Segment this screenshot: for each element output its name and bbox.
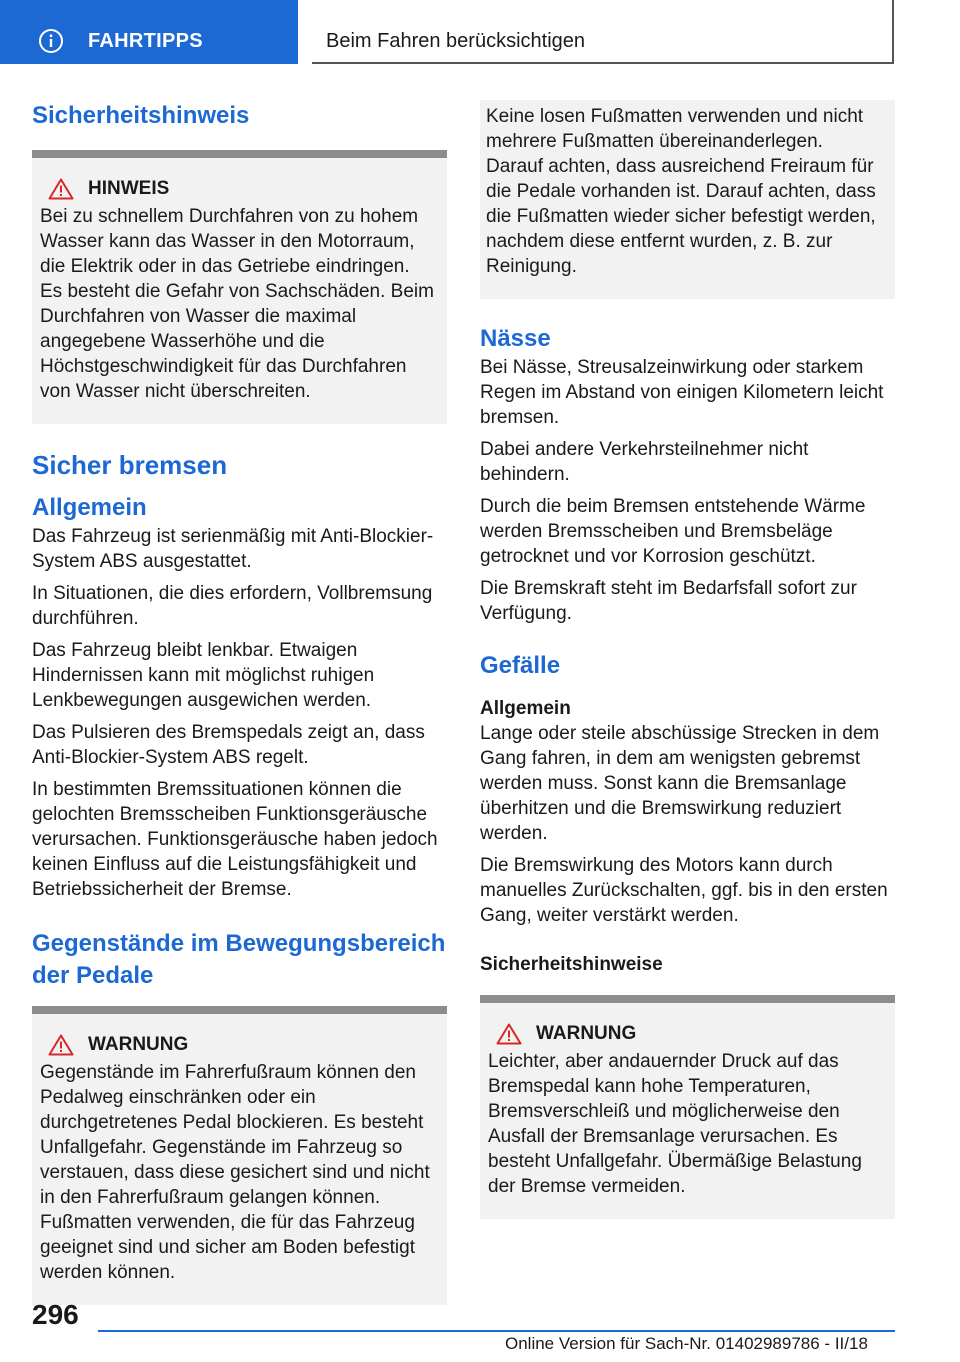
notice-label: WARNUNG bbox=[88, 1034, 189, 1055]
notice-continued bbox=[480, 100, 895, 299]
paragraph: Das Pulsieren des Bremspedals zeigt an, dass Anti-Blockier-System ABS regelt. bbox=[32, 722, 425, 768]
heading-slope: Gefälle bbox=[480, 652, 561, 679]
notice-warnung bbox=[32, 1006, 447, 1305]
heading-safety-notice: Sicherheitshinweis bbox=[32, 102, 250, 129]
heading-wet: Nässe bbox=[480, 325, 551, 352]
paragraph: In bestimmten Bremssituationen können die gelochten Bremsscheiben Funktionsgeräusche verursachen. Funktionsgeräusche haben jedoch keinen Einfluss auf die Leistungsfähigkeit und Betriebssicherheit der Bremse. bbox=[32, 779, 438, 900]
notice-hinweis bbox=[32, 150, 447, 424]
section-label: FAHRTIPPS bbox=[88, 30, 203, 52]
paragraph: In Situationen, die dies erfordern, Vollbremsung durchführen. bbox=[32, 583, 433, 629]
heading-pedal-objects: Gegenstände im Bewegungsbereich der Pedale bbox=[32, 930, 446, 989]
right-column bbox=[480, 100, 895, 1219]
notice-warnung-brake bbox=[480, 995, 895, 1219]
notice-label: WARNUNG bbox=[536, 1023, 637, 1044]
paragraph: Die Bremswirkung des Motors kann durch manuelles Zurückschalten, ggf. bis in den ersten Gang, weiter verstärkt werden. bbox=[480, 855, 888, 926]
chapter-title: Beim Fahren berücksichtigen bbox=[326, 30, 586, 52]
page-number: 296 bbox=[32, 1299, 79, 1330]
chapter-header bbox=[312, 0, 894, 64]
heading-safe-braking: Sicher bremsen bbox=[32, 450, 228, 480]
notice-text: Leichter, aber andauernder Druck auf das Bremspedal kann hohe Temperaturen, Bremsverschleiß und möglicherweise den Ausfall der Bremsanlage verursachen. Es besteht Unfallgefahr. Übermäßige Belastung der Bremse vermeiden. bbox=[488, 1051, 862, 1197]
notice-text: Keine losen Fußmatten verwenden und nicht mehrere Fußmatten übereinanderlegen. Darauf achten, dass ausreichend Freiraum für die Pedale vorhanden ist. Darauf achten, dass die Fußmatten wieder sicher befestigt werden, nachdem diese entfernt wurden, z. B. zur Reinigung. bbox=[486, 106, 876, 277]
paragraph: Das Fahrzeug bleibt lenkbar. Etwaigen Hindernissen kann mit möglichst ruhigen Lenkbewegungen ausgewichen werden. bbox=[32, 640, 375, 711]
info-icon bbox=[38, 28, 64, 54]
paragraph: Das Fahrzeug ist serienmäßig mit Anti-Blockier-System ABS ausgestattet. bbox=[32, 526, 434, 572]
heading-general: Allgemein bbox=[32, 494, 147, 521]
footer-online-version: Online Version für Sach-Nr. 01402989786 - II/18 bbox=[505, 1334, 868, 1353]
notice-text: Bei zu schnellem Durchfahren von zu hohem Wasser kann das Wasser in den Motorraum, die Elektrik oder in das Getriebe eindringen. Es besteht die Gefahr von Sachschäden. Beim Durchfahren von Wasser die maximal angegebene Wasserhöhe und die Höchstgeschwindigkeit für das Durchfahren von Wasser nicht überschreiten. bbox=[40, 206, 434, 402]
section-tab bbox=[0, 0, 298, 64]
paragraph: Durch die beim Bremsen entstehende Wärme werden Bremsscheiben und Bremsbeläge getrocknet und vor Korrosion geschützt. bbox=[480, 496, 866, 567]
notice-text: Gegenstände im Fahrerfußraum können den Pedalweg einschränken oder ein durchgetretenes Pedal blockieren. Es besteht Unfallgefahr. Gegenstände im Fahrzeug so verstauen, dass diese gesichert sind und nicht in den Fahrerfußraum gelangen können. Fußmatten verwenden, die für das Fahrzeug geeignet sind und sicher am Boden befestigt werden können. bbox=[40, 1062, 430, 1283]
subheading-general: Allgemein bbox=[480, 698, 571, 719]
paragraph: Lange oder steile abschüssige Strecken in dem Gang fahren, in dem am wenigsten gebremst werden muss. Sonst kann die Bremsanlage überhitzen und die Bremswirkung reduziert werden. bbox=[480, 723, 880, 844]
footer-divider bbox=[98, 1330, 895, 1332]
warning-triangle-icon bbox=[48, 1034, 74, 1056]
paragraph: Dabei andere Verkehrsteilnehmer nicht behindern. bbox=[480, 439, 809, 485]
notice-label: HINWEIS bbox=[88, 178, 170, 199]
warning-triangle-icon bbox=[496, 1023, 522, 1045]
left-column bbox=[32, 100, 447, 1305]
warning-triangle-icon bbox=[48, 178, 74, 200]
subheading-safety: Sicherheitshinweise bbox=[480, 954, 663, 975]
paragraph: Die Bremskraft steht im Bedarfsfall sofort zur Verfügung. bbox=[480, 578, 857, 624]
paragraph: Bei Nässe, Streusalzeinwirkung oder starkem Regen im Abstand von einigen Kilometern leicht bremsen. bbox=[480, 357, 884, 428]
